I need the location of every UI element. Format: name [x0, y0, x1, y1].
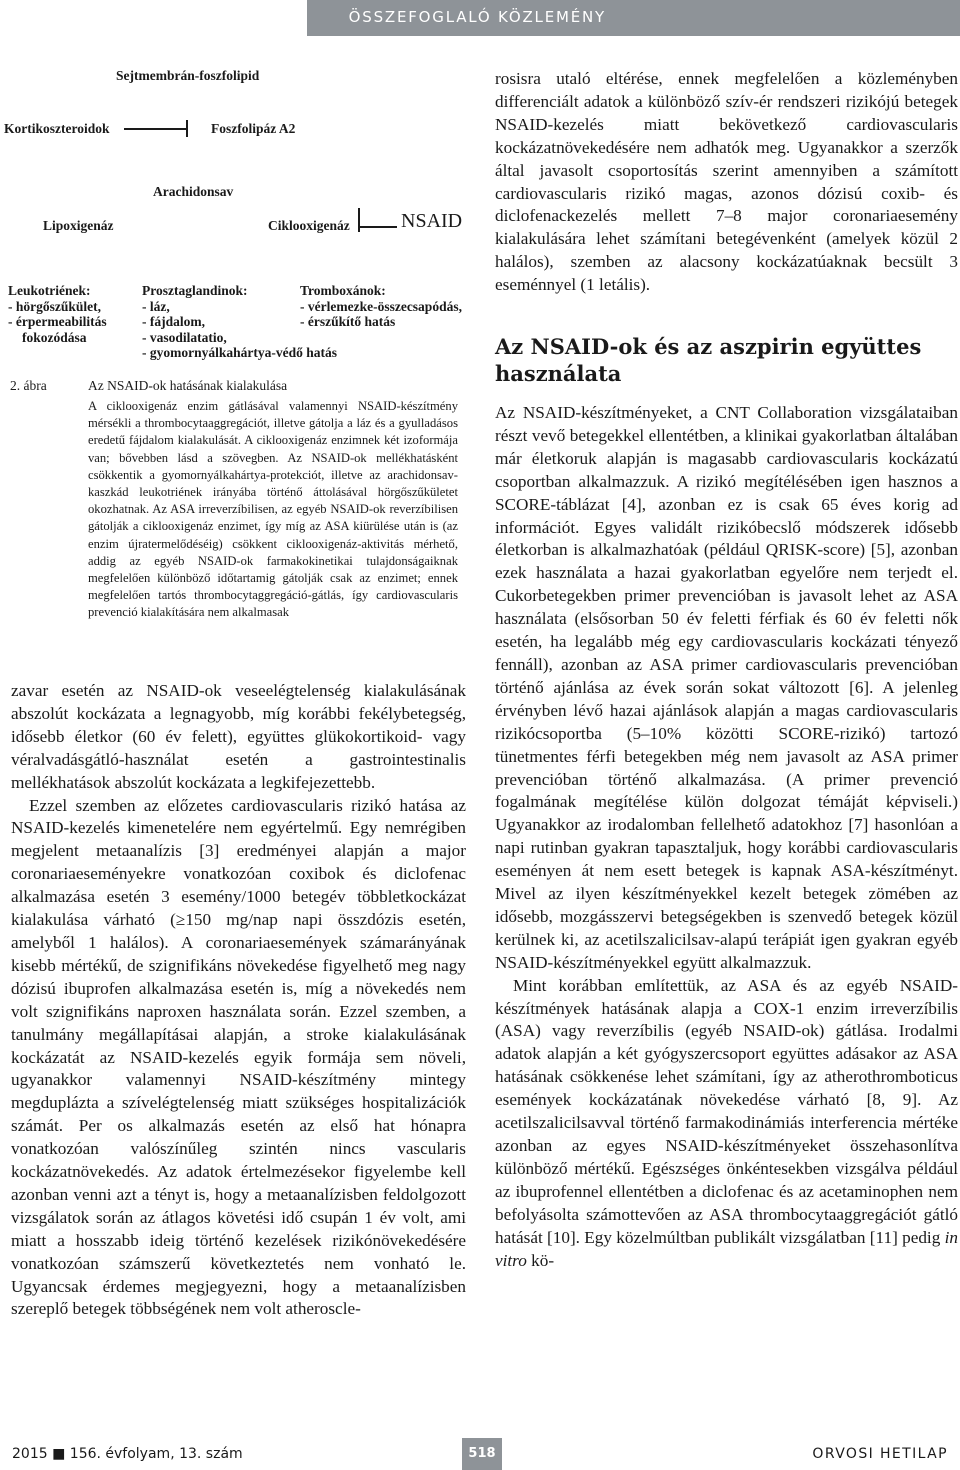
leukotrienes-item: - érpermeabilitás: [8, 314, 107, 329]
paragraph: Ezzel szemben az előzetes cardiovascularis rizikó hatása az NSAID-kezelés kimenetelére nem egyértelmű. Egy nemrégiben megjelent metaanalízis [3] eredményei alapján a major coronariaeseményekre vonatkozóan coxibok és diclofenac alkalmazása esetén 3 esemény/1000 betegév többletkockázat kialakulása várható (≥150 mg/nap napi összdózis esetén, amelyből 1 halálos). A coronariaesemények számarányának kisebb mértékű, de szignifikáns növekedése figyelhető meg nagy dózisú ibuprofen alkalmazása esetén is, míg a növekedés nem volt szignifikáns naproxen használata során. Ezzel szemben, a tanulmány megállapításai alapján, a stroke kialakulásának kockázatát az NSAID-kezelés egyik formája sem növeli, ugyanakkor valamennyi NSAID-készítmény mintegy megduplázta a szívelégtelenség miatt szükséges hospitalizációk számát. Per os alkalmazás esetén az első hat hónapra vonatkozóan valószínűleg szintén nincs vascularis kockázatnövekedés. Az adatok értelmezésekor figyelembe kell azonban venni azt a tényt is, hogy a metaanalízisben feldolgozott vizsgálatok során az átlagos követési idő csupán 1 év volt, ami miatt a hosszabb ideig történő kezelések rizikónövekedésére vonatkozóan számszerű következtetés nem vonható le. Ugyancsak érdemes megjegyezni, hogy a metaanalízisben szereplő betegek többségének nem volt atheroscle-: [11, 795, 466, 1319]
paragraph: rosisra utaló eltérése, ennek megfelelően a közleményben differenciált adatok a különböző szív-ér rendszeri rizikójú betegek NSAID-kezelés miatt bekövetkező cardiovascularis kockázatnövekedésére nem adhatók meg. Ugyanakkor a szerzők által javasolt csoportosítás szerint amennyiben a számított cardiovascularis rizikó magas, azonos dózisú coxib- és diclofenackezelés mellett 7–8 major coronariaesemény kialakulására lehet számítani betegévenként (amelyek közül 2 halálos), szemben az alacsony kockázatúaknak becsült 3 eseménnyel (1 letális).: [495, 69, 958, 295]
figure-title: Az NSAID-ok hatásának kialakulása: [88, 378, 288, 393]
paragraph-tail: kö-: [526, 1250, 555, 1270]
square-bullet-icon: ■: [52, 1446, 66, 1462]
section-heading: Az NSAID-ok és az aszpirin együttes használata: [495, 334, 922, 386]
italic-term: in vitro: [495, 1227, 959, 1270]
section-header: ÖSSZEFOGLALÓ KÖZLEMÉNY: [348, 8, 606, 26]
paragraph: zavar esetén az NSAID-ok veseelégtelenség kialakulásának abszolút kockázata a legnagyobb, míg korábbi fekélybetegség, idősebb életkor (60 év felett), együttes glükokortikoid- vagy véralvadásgátló-használat esetén a gastrointestinalis mellékhatások abszolút kockázata a legkifejezettebb.: [11, 681, 466, 792]
header-band: [307, 0, 960, 36]
cyclooxygenase-label: Ciklooxigenáz: [268, 218, 350, 233]
leukotrienes-title: Leukotriének:: [8, 283, 91, 298]
year: 2015: [12, 1446, 48, 1462]
inhibition-bar: [186, 120, 188, 137]
journal-name: ORVOSI HETILAP: [812, 1446, 948, 1462]
issue-info: [12, 1446, 243, 1462]
thromboxanes-box: [300, 283, 462, 330]
nsaid-label: NSAID: [401, 210, 463, 232]
nsaid-inhibition-line: [359, 226, 397, 228]
thromboxanes-item: - vérlemezke-összecsapódás,: [300, 298, 462, 314]
issue: 156. évfolyam, 13. szám: [69, 1446, 243, 1462]
prostaglandins-item: - fájdalom,: [142, 314, 205, 329]
page-number: 518: [462, 1438, 502, 1470]
page-footer: [0, 1438, 960, 1470]
leukotrienes-item: - hörgőszűkület,: [8, 298, 102, 314]
prostaglandins-item: - gyomornyálkahártya-védő hatás: [142, 345, 337, 360]
prostaglandins-title: Prosztaglandinok:: [142, 283, 248, 298]
prostaglandins-item: - vasodilatatio,: [142, 329, 227, 345]
membrane-label: Sejtmembrán-foszfolipid: [116, 68, 260, 83]
thromboxanes-title: Tromboxánok:: [300, 283, 386, 298]
thromboxanes-item: - érszűkítő hatás: [300, 314, 396, 329]
corticosteroids-label: Kortikoszteroidok: [4, 121, 110, 136]
arachidonic-acid-label: Arachidonsav: [153, 184, 234, 199]
phospholipase-label: Foszfolipáz A2: [211, 121, 296, 136]
lipoxygenase-label: Lipoxigenáz: [43, 218, 114, 233]
paragraph-text: Mint korábban említettük, az ASA és az egyéb NSAID-készítmények hatásának alapja a COX-1 enzim irreverzíbilis (ASA) vagy reverzíbilis (egyéb NSAID-ok) gátlása. Irodalmi adatok alapján a két gyógyszercsoport együttes adásakor az ASA hatásának csökkenése lehet számítani, így az atherothromboticus események kockázatának növekedése várható [8, 9]. Az acetilszalicilsavval történő farmakodinámiás interferencia mértéke azonban az egyes NSAID-készítményeket összehasonlítva különböző mértékű. Egészséges önkéntesekben vizsgálva például az ibuprofennel ellentétben a diclofenac és az acetaminophen nem befolyásolta számottevően az ASA thrombocytaaggregációt gátló hatását [10]. Egy közelmúltban publikált vizsgálatban [11] pedig: [495, 975, 958, 1247]
paragraph-last: [495, 975, 958, 1273]
prostaglandins-item: - láz,: [142, 298, 170, 314]
right-column-top: [495, 68, 958, 297]
figure-caption: A ciklooxigenáz enzim gátlásával valamennyi NSAID-készítmény mérsékli a thrombocytaaggregációt, illetve gátolja a láz és a gyulladásos eredetű fájdalom kialakulását. A ciklooxigenáz enzimnek két izoformája van; bővebben lásd a szövegben. Az NSAID-ok mellékhatásként csökkentik a gyomornyálkahártya-protekciót, illetve az arachidonsav-kaszkád leukotriének irányába történő áttolásával hörgőszűkületet okozhatnak. Az ASA irreverzíbilisen, az egyéb NSAID-ok reverzíbilisen gátolják a ciklooxigenáz enzimet, így míg az ASA kiürülése után is (az enzim újratermelődéséig) csökkent ciklooxigenáz-aktivitás mérhető, addig az egyéb NSAID-ok farmakokinetikai tulajdonságaiknak megfelelően különböző időtartamig gátolják csak az enzimet; ennek megfelelően tartós thrombocytaggregáció-gátlás, így cardiovascularis prevenció kialakítására nem alkalmasak: [88, 399, 458, 620]
left-column: [11, 680, 466, 1321]
figure-number: 2. ábra: [10, 378, 47, 393]
paragraph: Az NSAID-készítményeket, a CNT Collaboration vizsgálataiban részt vevő betegekkel ellentétben, a klinikai gyakorlatban általában már életkoruk alapján is magasabb cardiovascularis kockázatú csoportban alkalmazzuk. A rizikó megítélésében igen hasznos a SCORE-táblázat [4], azonban ez is csak 65 éves korig ad információt. Egyes validált rizikóbecslő módszerek idősebb életkorban is alkalmazhatóak (például QRISK-score) [5], azonban ezek használata a hazai gyakorlatban egyelőre nem terjedt el. Cukorbetegekben primer prevencióban is javasolt lehet az ASA használata (elsősorban 50 év feletti férfiak és 60 év feletti nők esetén, ha legalább még egy cardiovascularis kockázati tényező fennáll), azonban az ASA primer cardiovascularis prevencióban történő ajánlása az évek során sokat változott [6]. A jelenleg érvényben lévő hazai ajánlások alapján a magas cardiovascularis rizikócsoportba (5–10% közötti SCORE-rizikó) tartozó tünetmentes férfi betegekben még nem javasolt az ASA primer prevencióban történő alkalmazása. (A primer prevenció fogalmának megítélése külön dolgozat témáját képviseli.) Ugyanakkor az irodalomban fellelhető adatokhoz [7] hasonlóan a napi rutinban gyakran tapasztaljuk, hogy korábbi cardiovascularis eseményen át nem esett betegek is kapnak ASA-készítményt. Mivel az ilyen készítményekkel kezelt betegek zömében az idősebb, mozgásszervi betegségekben is szenvedő betegek közül kerülnek ki, az acetilszalicilsav-alapú terápiát igen gyakran egyéb NSAID-készítményekkel együtt alkalmazzuk.: [495, 403, 958, 972]
right-column: [495, 402, 958, 1272]
leukotrienes-box: [8, 283, 107, 345]
leukotrienes-item: fokozódása: [22, 329, 87, 345]
nsaid-inhibition-bar: [358, 208, 360, 232]
inhibition-line: [124, 128, 186, 130]
